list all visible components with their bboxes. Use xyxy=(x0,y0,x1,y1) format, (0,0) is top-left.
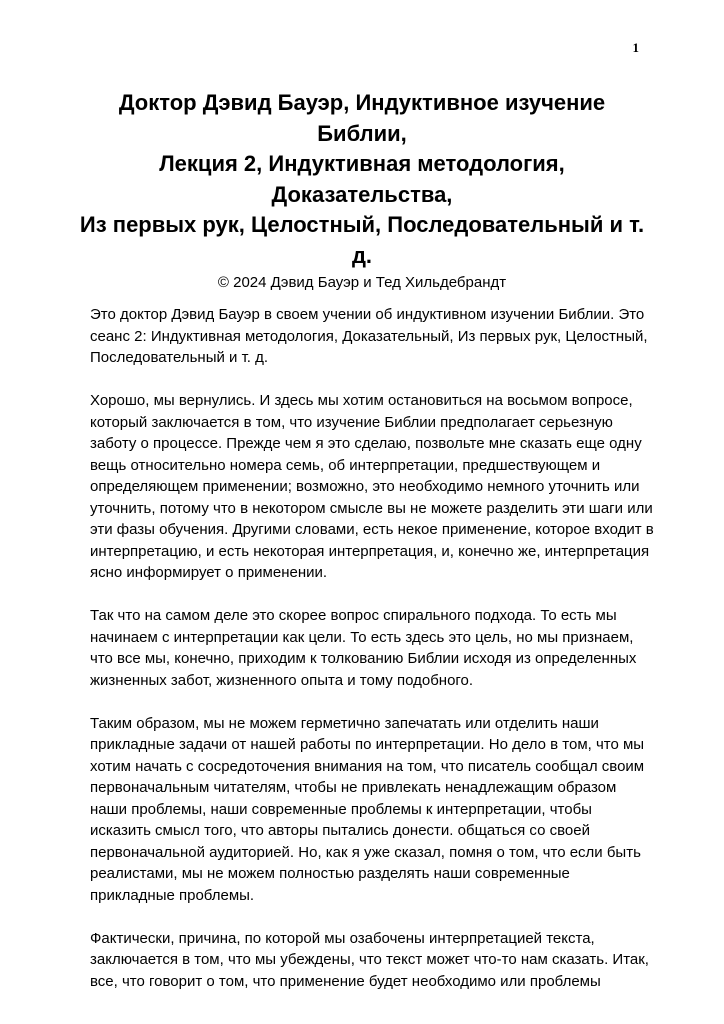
text-line: эти фазы обучения. Другими словами, есть некое применение, которое входит в xyxy=(90,521,654,538)
text-line: начинаем с интерпретации как цели. То есть здесь это цель, но мы признаем, xyxy=(90,628,634,646)
text-line: заключается в том, что мы убеждены, что текст может что-то нам сказать. Итак, xyxy=(90,951,649,968)
title-line: Библии, xyxy=(317,120,407,146)
paragraph-intro xyxy=(90,304,650,369)
text-line: хотим начать с сосредоточения внимания на том, что писатель сообщал своим xyxy=(90,757,645,775)
text-line: Фактически, причина, по которой мы озабочены интерпретацией текста, xyxy=(90,929,595,947)
text-line: интерпретацию, и есть некоторая интерпретация, и, конечно же, интерпретация xyxy=(90,542,650,560)
text-line: прикладные проблемы. xyxy=(90,886,255,904)
text-line: первоначальным читателям, чтобы не привлекать ненадлежащим образом xyxy=(90,779,617,796)
text-line: заботу о процессе. Прежде чем я это сделаю, позвольте мне сказать еще одну xyxy=(90,435,642,452)
text-line: жизненных забот, жизненного опыта и тому подобного. xyxy=(90,671,474,689)
paragraph-5 xyxy=(90,928,650,993)
paragraph-4 xyxy=(90,713,650,907)
text-line: исказить смысл того, что авторы пытались донести. общаться со своей xyxy=(90,822,590,839)
text-line: который заключается в том, что изучение Библии предполагает серьезную xyxy=(90,413,613,431)
text-line: Последовательный и т. д. xyxy=(90,349,269,366)
text-line: вещь относительно номера семь, об интерпретации, предшествующем и xyxy=(90,456,601,474)
text-line: определяющем применении; возможно, это необходимо немного уточнить или xyxy=(90,478,640,495)
text-line: уточнить, потому что в некотором смысле вы не можете разделить эти шаги или xyxy=(90,499,653,517)
text-line: Так что на самом деле это скорее вопрос спирального подхода. То есть мы xyxy=(90,607,617,624)
text-line: первоначальной аудиторией. Но, как я уже сказал, помня о том, что если быть xyxy=(90,843,641,861)
text-line: прикладные задачи от нашей работы по интерпретации. Но дело в том, что мы xyxy=(90,736,645,753)
paragraph-2 xyxy=(90,390,654,584)
text-line: Хорошо, мы вернулись. И здесь мы хотим остановиться на восьмом вопросе, xyxy=(90,392,633,409)
text-line: что все мы, конечно, приходим к толкованию Библии исходя из определенных xyxy=(90,650,637,667)
title-line: Лекция 2, Индуктивная методология, xyxy=(159,151,565,176)
paragraph-3 xyxy=(90,605,650,691)
body-text xyxy=(90,304,654,1014)
title-line: д. xyxy=(351,242,373,268)
page-number: 1 xyxy=(632,40,639,55)
text-line: все, что говорит о том, что применение будет необходимо или проблемы xyxy=(90,972,601,990)
copyright-line: © 2024 Дэвид Бауэр и Тед Хильдебрандт xyxy=(217,274,507,291)
text-line: Таким образом, мы не можем герметично запечатать или отделить наши xyxy=(90,714,599,732)
title-line: Доказательства, xyxy=(271,181,453,207)
text-line: Это доктор Дэвид Бауэр в своем учении об индуктивном изучении Библии. Это xyxy=(90,306,645,323)
text-line: наши проблемы, наши современные проблемы к интерпретации, чтобы xyxy=(90,800,592,818)
document-title xyxy=(60,88,664,293)
text-line: ясно информирует о применении. xyxy=(90,564,328,581)
title-line: Доктор Дэвид Бауэр, Индуктивное изучение xyxy=(118,90,606,115)
text-line: сеанс 2: Индуктивная методология, Доказательный, Из первых рук, Целостный, xyxy=(90,327,648,345)
title-line: Из первых рук, Целостный, Последовательный и т. xyxy=(79,212,645,237)
text-line: реалистами, мы не можем полностью разделять наши современные xyxy=(90,865,570,882)
